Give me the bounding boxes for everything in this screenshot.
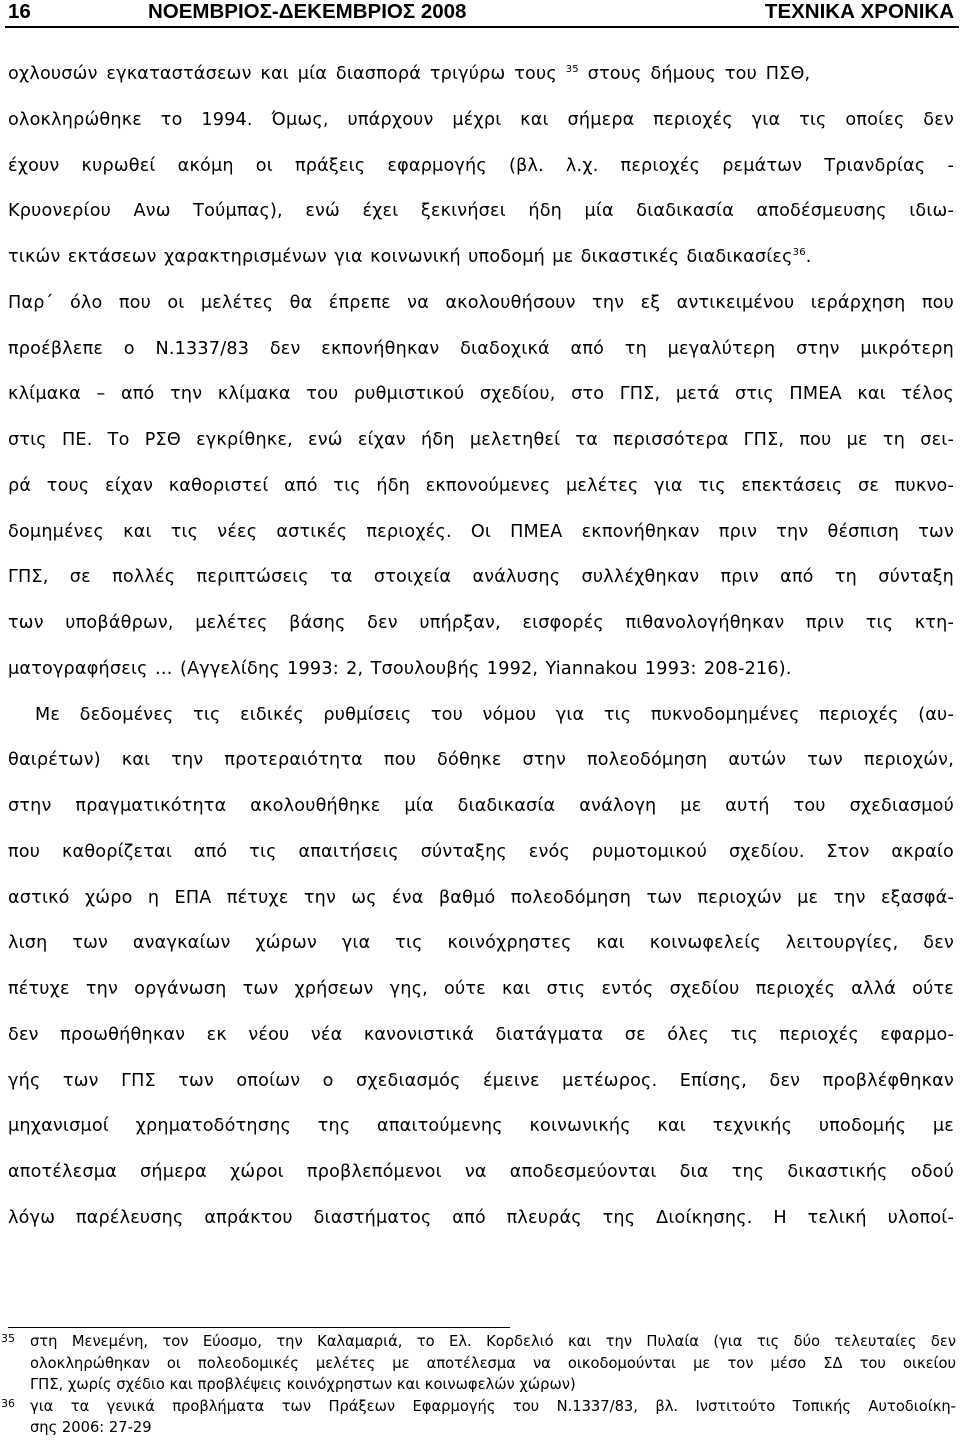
footnote-line: ΓΠΣ, χωρίς σχέδιο και προβλέψεις κοινόχρηστων και κοινωφελών χώρων) [30,1376,576,1393]
body-line: ΓΠΣ, σε πολλές περιπτώσεις τα στοιχεία ανάλυσης συλλέχθηκαν πριν από τη σύνταξη [8,567,954,588]
footnote-line: σης 2006: 27-29 [30,1419,152,1436]
footnote-text [30,1396,956,1439]
footnote-line: στη Μενεμένη, τον Εύοσμο, την Καλαμαριά, το Ελ. Κορδελιό και την Πυλαία (για τις δύο τελευταίες δεν [30,1333,956,1350]
footnote-ref-35: 35 [565,64,579,75]
body-line-text: οχλουσών εγκαταστάσεων και μία διασπορά τριγύρω τους [8,64,557,84]
body-line: προέβλεπε ο Ν.1337/83 δεν εκπονήθηκαν διαδοχικά από τη μεγαλύτερη στην μικρότερη [8,338,954,359]
body-text [8,52,954,1242]
footnote-separator [8,1327,510,1328]
body-line: κλίμακα – από την κλίμακα του ρυθμιστικού σχεδίου, στο ΓΠΣ, μετά στις ΠΜΕΑ και τέλος [8,384,954,405]
footnote-number: 35 [1,1332,15,1345]
footnote-line: για τα γενικά προβλήματα των Πράξεων Εφαρμογής του Ν.1337/83, βλ. Ινστιτούτο Τοπικής Αυτοδιοίκη- [30,1397,956,1415]
body-line: ματογραφήσεις … (Αγγελίδης 1993: 2, Τσουλουβής 1992, Yiannakou 1993: 208-216). [8,658,792,679]
body-line-text: . [805,247,812,267]
body-line: στην πραγματικότητα ακολουθήθηκε μία διαδικασία ανάλογη με αυτή του σχεδιασμού [8,796,954,816]
body-line: ρά τους είχαν καθοριστεί από τις ήδη εκπονούμενες μελέτες για τις επεκτάσεις σε πυκνο- [8,475,954,496]
page-header [0,0,960,28]
body-line: δομημένες και τις νέες αστικές περιοχές. Οι ΠΜΕΑ εκπονήθηκαν πριν την θέσπιση των [8,521,954,542]
body-line: αποτέλεσμα σήμερα χώροι προβλεπόμενοι να αποδεσμεύονται δια της δικαστικής οδού [8,1162,954,1182]
body-line [8,235,954,281]
footnote-number: 36 [1,1396,15,1410]
footnotes [0,1331,960,1439]
footnote-36 [0,1396,960,1439]
body-line [8,52,954,98]
footnote-line: ολοκληρώθηκαν οι πολεοδομικές μελέτες με αποτέλεσμα να οικοδομούνται με τον μέσο ΣΔ του οικείου [30,1354,956,1372]
body-line: Με δεδομένες τις ειδικές ρυθμίσεις του νόμου για τις πυκνοδομημένες περιοχές (αυ- [35,704,954,725]
page-number: 16 [8,0,31,23]
body-line: λόγω παρέλευσης απράκτου διαστήματος από πλευράς της Διοίκησης. Η τελική υλοποί- [8,1207,954,1228]
body-line: αστικό χώρο η ΕΠΑ πέτυχε την ως ένα βαθμό πολεοδόμηση των περιοχών με την εξασφά- [8,887,954,908]
issue-date: ΝΟΕΜΒΡΙΟΣ-ΔΕΚΕΜΒΡΙΟΣ 2008 [148,0,467,23]
footnote-35 [0,1331,960,1396]
journal-title: ΤΕΧΝΙΚΑ ΧΡΟΝΙΚΑ [764,0,954,23]
body-line: δεν προωθήθηκαν εκ νέου νέα κανονιστικά διατάγματα σε όλες τις περιοχές εφαρμο- [8,1024,954,1045]
body-line: θαιρέτων) και την προτεραιότητα που δόθηκε στην πολεοδόμηση αυτών των περιοχών, [8,750,954,771]
footnote-text [30,1331,956,1396]
body-line: έχουν κυρωθεί ακόμη οι πράξεις εφαρμογής (βλ. λ.χ. περιοχές ρεμάτων Τριανδρίας - [8,155,954,176]
body-line: Παρ΄ όλο που οι μελέτες θα έπρεπε να ακολουθήσουν την εξ αντικειμένου ιεράρχηση που [8,292,954,313]
body-line: Κρυονερίου Ανω Τούμπας), ενώ έχει ξεκινήσει ήδη μία διαδικασία αποδέσμευσης ιδιω- [8,201,954,222]
body-line-text: στους δήμους του ΠΣΘ, [587,64,811,84]
body-line: πέτυχε την οργάνωση των χρήσεων γης, ούτε και στις εντός σχεδίου περιοχές αλλά ούτε [8,979,954,999]
body-line: των υποβάθρων, μελέτες βάσης δεν υπήρξαν, εισφορές πιθανολογήθηκαν πριν τις κτη- [8,613,954,633]
body-line: ολοκληρώθηκε το 1994. Όμως, υπάρχουν μέχρι και σήμερα περιοχές για τις οποίες δεν [8,109,954,130]
header-rule [5,26,959,28]
body-line: μηχανισμοί χρηματοδότησης της απαιτούμενης κοινωνικής και τεχνικής υποδομής με [8,1116,954,1137]
footnote-ref-36: 36 [792,247,806,258]
body-line: στις ΠΕ. Το ΡΣΘ εγκρίθηκε, ενώ είχαν ήδη μελετηθεί τα περισσότερα ΓΠΣ, που με τη σει- [8,430,954,450]
body-line-text: τικών εκτάσεων χαρακτηρισμένων για κοινωνική υποδομή με δικαστικές διαδικασίες [8,247,793,267]
body-line: γής των ΓΠΣ των οποίων ο σχεδιασμός έμεινε μετέωρος. Επίσης, δεν προβλέφθηκαν [8,1070,954,1091]
body-line: λιση των αναγκαίων χώρων για τις κοινόχρηστες και κοινωφελείς λειτουργίες, δεν [8,933,954,954]
body-line: που καθορίζεται από τις απαιτήσεις σύνταξης ενός ρυμοτομικού σχεδίου. Στον ακραίο [8,841,954,862]
